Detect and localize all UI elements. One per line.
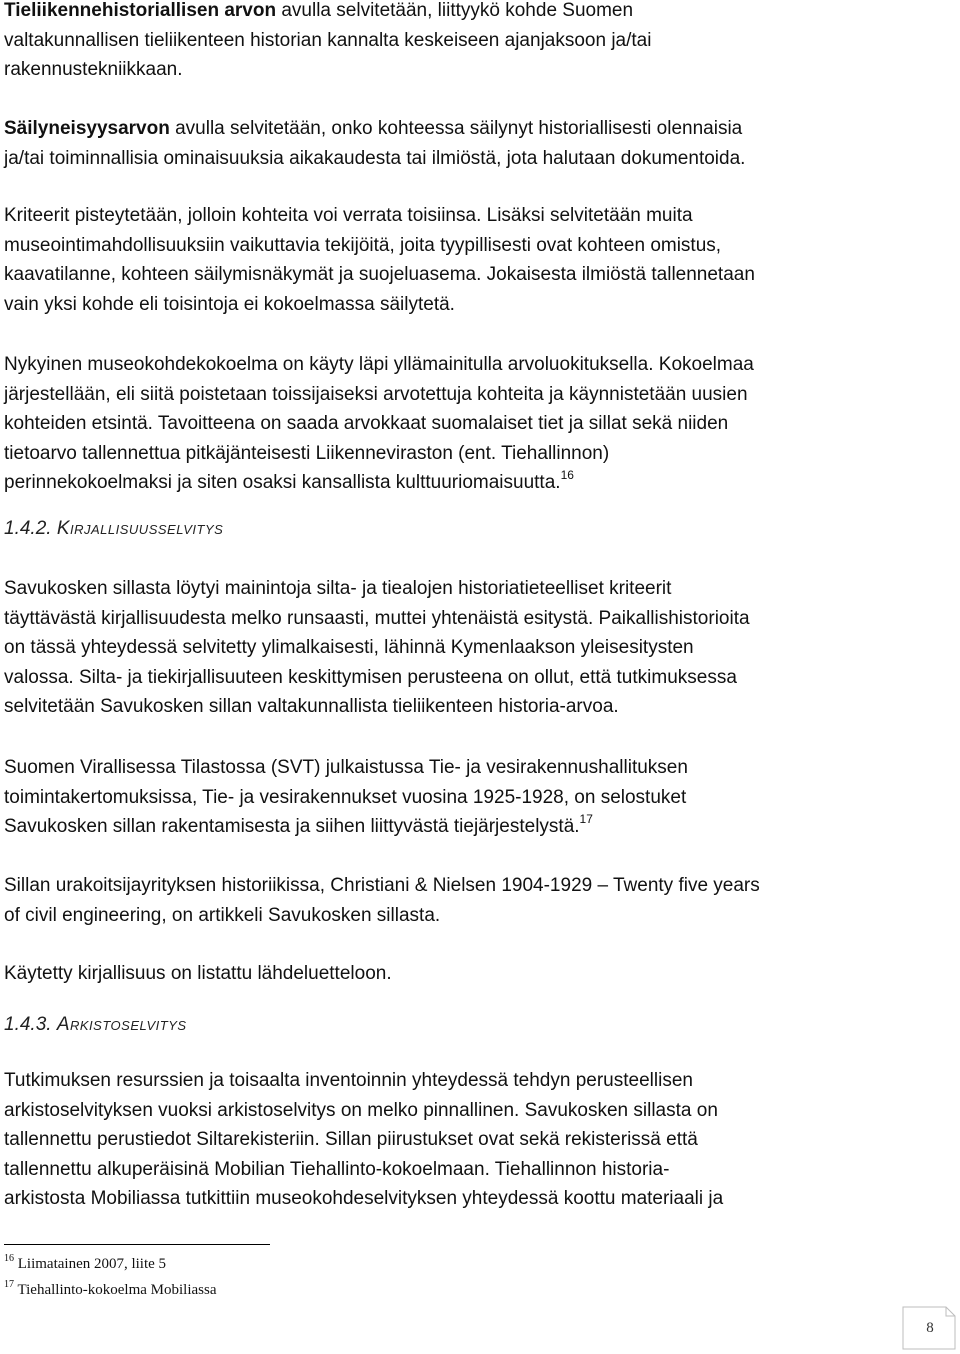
paragraph-line: toimintakertomuksissa, Tie- ja vesirakennukset vuosina 1925-1928, on selostuket xyxy=(4,786,687,808)
footnote-reference[interactable]: 17 xyxy=(579,811,593,826)
paragraph-line: museointimahdollisuuksiin vaikuttavia tekijöitä, joita tyypillisesti ovat kohteen omistus, xyxy=(4,234,722,256)
section-heading-kirjallisuusselvitys xyxy=(4,518,223,540)
section-title: Arkistoselvitys xyxy=(56,1014,187,1035)
footnote-text: Tiehallinto-kokoelma Mobiliassa xyxy=(17,1282,217,1298)
paragraph-line: of civil engineering, on artikkeli Savukosken sillasta. xyxy=(4,904,441,926)
paragraph-line: arkistosta Mobiliassa tutkittiin museokohdeselvityksen yhteydessä koottu materiaali ja xyxy=(4,1188,724,1209)
text-run: perinnekokoelmaksi ja siten osaksi kansallista kulttuuriomaisuutta. xyxy=(4,472,561,493)
footnote-reference[interactable]: 16 xyxy=(560,467,574,482)
paragraph-line: täyttävästä kirjallisuudesta melko runsaasti, muttei yhtenäistä esitystä. Paikallishistorioita xyxy=(4,607,750,629)
paragraph-line: Savukosken sillasta löytyi mainintoja silta- ja tiealojen historiatieteelliset kriteerit xyxy=(4,578,672,599)
paragraph-line: valtakunnallisen tieliikenteen historian kannalta keskeiseen ajanjaksoon ja/tai xyxy=(4,29,652,51)
paragraph-line: järjestellään, eli siitä poistetaan toissijaiseksi arvotettuja kohteita ja käynnistetään uusien xyxy=(4,383,748,405)
text-run: Savukosken sillan rakentamisesta ja siihen liittyvästä tiejärjestelystä. xyxy=(4,816,580,837)
footnote-16 xyxy=(4,1253,167,1273)
paragraph-line xyxy=(4,812,904,842)
paragraph-line: Sillan urakoitsijayrityksen historiikissa, Christiani & Nielsen 1904-1929 – Twenty five years xyxy=(4,875,760,896)
paragraph-kirjallisuus xyxy=(4,574,904,722)
paragraph-lahdeluettelo xyxy=(4,959,904,989)
section-title: Kirjallisuusselvitys xyxy=(56,518,224,539)
paragraph-line: kohteiden etsintä. Tavoitteena on saada arvokkaat suomalaiset tiet ja sillat sekä niiden xyxy=(4,413,729,434)
footnote-text: Liimatainen 2007, liite 5 xyxy=(17,1256,167,1272)
paragraph-line: tietoarvo tallennettua pitkäjänteisesti Liikenneviraston (ent. Tiehallinnon) xyxy=(4,442,610,464)
text-run: avulla selvitetään, onko kohteessa säilynyt historiallisesti olennaisia xyxy=(169,118,743,139)
paragraph-line: ja/tai toiminnallisia ominaisuuksia aikakaudesta tai ilmiöstä, jota halutaan dokumentoida. xyxy=(4,147,746,169)
paragraph-line: arkistoselvityksen vuoksi arkistoselvitys on melko pinnallinen. Savukosken sillasta on xyxy=(4,1099,718,1121)
text-run: avulla selvitetään, liittyykö kohde Suomen xyxy=(276,0,634,21)
paragraph-line: selvitetään Savukosken sillan valtakunnallista tieliikenteen historia-arvoa. xyxy=(4,696,619,717)
paragraph-tieliikennehistoriallinen-arvo xyxy=(4,0,904,85)
paragraph-line: Suomen Virallisessa Tilastossa (SVT) julkaistussa Tie- ja vesirakennushallituksen xyxy=(4,757,688,778)
paragraph-arkistoselvitys xyxy=(4,1066,904,1214)
footnote-17 xyxy=(4,1279,217,1299)
paragraph-line: Käytetty kirjallisuus on listattu lähdeluetteloon. xyxy=(4,963,392,984)
paragraph-museokohdekokoelma xyxy=(4,350,904,498)
paragraph-line: rakennustekniikkaan. xyxy=(4,59,183,80)
paragraph-christiani-nielsen xyxy=(4,871,904,930)
paragraph-line: tallennettu perustiedot Siltarekisteriin. Sillan piirustukset ovat sekä rekisterissä että xyxy=(4,1129,698,1150)
paragraph-svt xyxy=(4,753,904,842)
paragraph-sailyneisyysarvo xyxy=(4,114,904,173)
paragraph-line: Kriteerit pisteytetään, jolloin kohteita voi verrata toisiinsa. Lisäksi selvitetään muita xyxy=(4,205,693,226)
footnote-separator xyxy=(4,1244,270,1245)
paragraph-line xyxy=(4,468,904,498)
paragraph-line: Tutkimuksen resurssien ja toisaalta inventoinnin yhteydessä tehdyn perusteellisen xyxy=(4,1070,693,1091)
footnote-number: 16 xyxy=(4,1253,14,1264)
paragraph-line: Nykyinen museokohdekokoelma on käyty läpi yllämainitulla arvoluokituksella. Kokoelmaa xyxy=(4,354,754,375)
paragraph-line: valossa. Silta- ja tiekirjallisuuteen keskittymisen perusteena on ollut, että tutkimuksessa xyxy=(4,666,737,688)
paragraph-line: vain yksi kohde eli toisintoja ei kokoelmassa säilytetä. xyxy=(4,293,455,315)
paragraph-line: on tässä yhteydessä selvitetty ylimalkaisesti, lähinnä Kymenlaakson yleisesitysten xyxy=(4,637,694,658)
paragraph-line xyxy=(4,0,904,26)
paragraph-line: tallennettu alkuperäisinä Mobilian Tiehallinto-kokoelmaan. Tiehallinnon historia- xyxy=(4,1158,670,1180)
bold-term: Säilyneisyysarvon xyxy=(4,118,170,139)
footnote-number: 17 xyxy=(4,1279,14,1290)
section-number: 1.4.2. xyxy=(4,518,52,539)
paragraph-line xyxy=(4,114,904,144)
paragraph-line: kaavatilanne, kohteen säilymisnäkymät ja suojeluasema. Jokaisesta ilmiöstä tallennetaan xyxy=(4,264,755,285)
paragraph-kriteerit xyxy=(4,201,904,319)
bold-term: Tieliikennehistoriallisen arvon xyxy=(4,0,277,21)
section-number: 1.4.3. xyxy=(4,1014,52,1035)
section-heading-arkistoselvitys xyxy=(4,1014,187,1036)
page-number: 8 xyxy=(926,1320,934,1336)
